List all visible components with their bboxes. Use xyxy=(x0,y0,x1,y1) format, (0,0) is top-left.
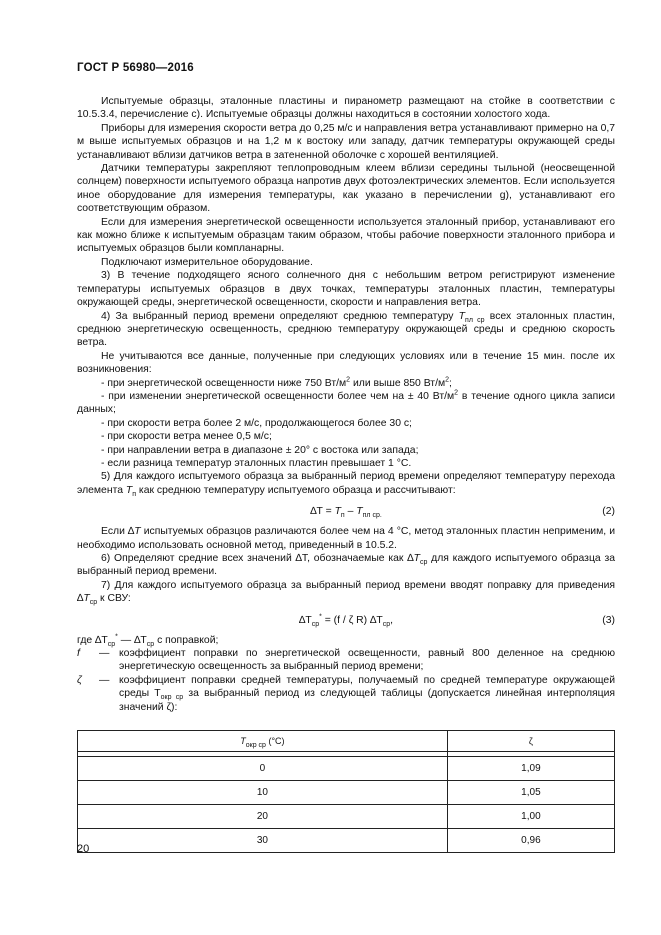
table-row xyxy=(78,829,615,853)
formula-number: (2) xyxy=(602,506,615,518)
zeta-table xyxy=(77,730,615,853)
list-item: - при направлении ветра в диапазоне ± 20° с востока или запада; xyxy=(101,444,419,456)
table-header-cell: ζ xyxy=(447,731,614,752)
document-body xyxy=(77,95,615,714)
formula-number: (3) xyxy=(602,614,615,626)
table-cell: 0 xyxy=(78,757,448,781)
where-item-f: f — коэффициент поправки по энергетической освещенности, равный 800 деленное на среднюю энергетическую освещенность за выбранный период времени; xyxy=(77,648,615,673)
paragraph: Подключают измерительное оборудование. xyxy=(101,256,313,268)
paragraph: Если для измерения энергетической освещенности используется эталонный прибор, устанавливают его как можно ближе к испытуемым образцам таким образом, чтобы рабочие поверхности эталонного прибора и испытуемых образцов были компланарны. xyxy=(77,216,615,255)
table-header-row xyxy=(78,731,615,752)
where-intro: где $\Delta T_{ср}^*$ — $\Delta T_{ср}$ с поправкой; xyxy=(77,633,219,648)
standard-header: ГОСТ Р 56980—2016 xyxy=(77,62,194,74)
list-item: - при скорости ветра менее 0,5 м/с; xyxy=(101,431,272,443)
paragraph: Не учитываются все данные, полученные при следующих условиях или в течение 15 мин. после их возникновения: xyxy=(77,350,615,376)
paragraph: Датчики температуры закрепляют теплопроводным клеем вблизи середины тыльной (неосвещенной солнцем) поверхности испытуемого образца напротив двух фотоэлектрических элементов. Если используется иное оборудование для измерения температуры, как указано в перечислении g), устанавливают его соответствующим образом. xyxy=(77,163,615,215)
paragraph: 5) Для каждого испытуемого образца за выбранный период времени определяют температуру перехода элемента $T_п$ как среднюю температуру испытуемого образца и рассчитывают: xyxy=(77,471,615,498)
table-row xyxy=(78,757,615,781)
formula-expression: $\Delta T = T_п - T_{пл ср.}$ xyxy=(310,506,382,520)
table-cell: 1,05 xyxy=(447,781,614,805)
paragraph: Испытуемые образцы, эталонные пластины и пиранометр размещают на стойке в соответствии с 10.5.3.4, перечисление c). Испытуемые образцы должны находиться в состоянии холостого хода. xyxy=(77,96,615,121)
table-cell: 1,09 xyxy=(447,757,614,781)
page-number: 20 xyxy=(77,843,90,855)
table-cell: 30 xyxy=(78,829,448,853)
table-row xyxy=(78,781,615,805)
formula-3 xyxy=(77,611,615,631)
paragraph: Если ∆T испытуемых образцов различаются более чем на 4 °C, метод эталонных пластин неприменим, и необходимо использовать основной метод, приведенный в 10.5.2. xyxy=(77,526,615,551)
list-item: - при скорости ветра более 2 м/с, продолжающегося более 30 с; xyxy=(101,417,412,429)
table-row xyxy=(78,805,615,829)
formula-2 xyxy=(77,502,615,522)
formula-expression: $\Delta T_{ср}^* = (f / \zeta$ R) $\Delta T_{ср}$, xyxy=(298,613,394,628)
paragraph: Приборы для измерения скорости ветра до 0,25 м/с и направления ветра устанавливают примерно на 0,7 м выше испытуемых образцов и на 1,2 м к востоку или западу, датчик температуры окружающей среды устанавливают вблизи датчиков ветра в затененной оболочке с хорошей вентиляцией. xyxy=(77,122,616,161)
paragraph: 7) Для каждого испытуемого образца за выбранный период времени вводят поправку для приведения $\Delta T_{ср}$ к СВУ: xyxy=(77,579,615,607)
paragraph: 6) Определяют средние всех значений ∆T, обозначаемые как $\Delta T_{ср}$ для каждого испытуемого образца за выбранный период времени. xyxy=(77,553,616,578)
paragraph: 4) За выбранный период времени определяют среднюю температуру $T_{пл ср}$ всех эталонных пластин, среднюю энергетическую освещенность, среднюю температуру окружающей среды и среднюю скорость ветра. xyxy=(77,310,616,349)
table-cell: 0,96 xyxy=(447,829,614,853)
paragraph: 3) В течение подходящего ясного солнечного дня с небольшим ветром регистрируют изменение температуры испытуемых образцов в двух точках, температуры эталонных пластин, температуры окружающей среды, энергетической освещенности, скорости и направления ветра. xyxy=(77,270,615,309)
table-cell: 1,00 xyxy=(447,805,614,829)
where-item-zeta: ζ — коэффициент поправки средней температуры, получаемый по средней температуре окружающей среды $T_{окр ср}$ за выбранный период из следующей таблицы (допускается линейная интерполяция значений ζ): xyxy=(77,674,616,713)
table-cell: 20 xyxy=(78,805,448,829)
table-cell: 10 xyxy=(78,781,448,805)
list-item: - при изменении энергетической освещенности более чем на ± 40 $Вт/м^2$ в течение одного цикла записи данных; xyxy=(77,389,616,416)
list-item: - при энергетической освещенности ниже 750 $Вт/м^2$ или выше 850 $Вт/м^2$; xyxy=(101,376,452,389)
list-item: - если разница температур эталонных пластин превышает 1 °C. xyxy=(101,457,412,469)
table-header-cell: $T_{окр ср}$ (°C) xyxy=(78,731,448,752)
